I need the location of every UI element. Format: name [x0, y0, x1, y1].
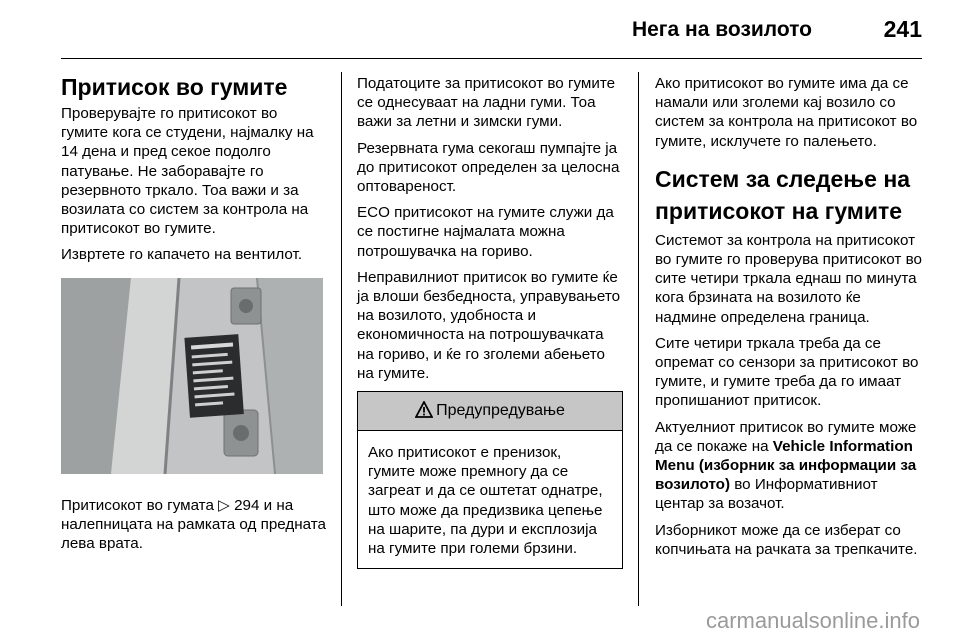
section-heading: Систем за следење на притисокот на гумите: [655, 165, 910, 224]
header-title: Нега на возилото: [631, 18, 812, 41]
paragraph-text: Актуелниот притисок во гумите може да се покаже на: [655, 418, 917, 455]
paragraph: Изборникот може да се изберат со копчињата на рачката за трепкачите.: [655, 521, 918, 558]
paragraph-text: Притисокот во гумата: [61, 496, 214, 514]
paragraph: [61, 496, 327, 554]
column-2: [357, 74, 623, 569]
paragraph: Неправилниот притисок во гумите ќе ја влоши безбедноста, управувањето на возилото, удобноста и економичноста на потрошувачката на гориво, и ќе го зголеми абењето на гумите.: [357, 268, 621, 382]
warning-text: Ако притисокот е пренизок, гумите може премногу да се загреат и да се оштетат однатре, што може да предизвика цепење на шарите, па дури и експлозија на гумите при големи брзини.: [368, 444, 603, 558]
paragraph: ECO притисокот на гумите служи да се постигне најмалата можна потрошувачка на гориво.: [357, 204, 614, 260]
paragraph: Сите четири тркала треба да се опремат со сензори за притисокот во гумите, и гумите треба да го имаат пропишаниот притисок.: [655, 334, 919, 410]
paragraph: Резервната гума секогаш пумпајте ја до притисокот определен за целосна оптовареност.: [357, 139, 620, 196]
section-heading: Притисок во гумите: [61, 74, 288, 100]
page-reference-icon: ▷: [218, 496, 230, 514]
page-header: [61, 0, 922, 59]
paragraph: Извртете го капачето на вентилот.: [61, 246, 303, 264]
column-divider: [341, 72, 342, 606]
paragraph: Системот за контрола на притисокот во гумите го проверува притисокот во сите четири тркала еднаш по минута кога брзината на возилото ќе надмине определена граница.: [655, 231, 922, 326]
paragraph-text: и на налепницата на рамката од предната лева врата.: [61, 496, 327, 553]
column-3: [655, 74, 925, 566]
column-divider: [638, 72, 639, 606]
valve-cap-photo: [61, 278, 323, 474]
paragraph: Проверувајте го притисокот во гумите кога се студени, најмалку на 14 дена и пред секое подолго патување. Не заборавајте го резервното тркало. Тоа важи и за возилата со систем за контрола на притисокот во гумите.: [61, 105, 314, 238]
warning-box: [357, 391, 623, 569]
warning-header: [358, 392, 622, 431]
page-number: 241: [883, 16, 922, 42]
paragraph: [655, 418, 925, 514]
paragraph: Податоците за притисокот во гумите се однесуваат на ладни гуми. Тоа важи за летни и зимски гуми.: [357, 75, 616, 131]
menu-name: Vehicle Information Menu (изборник за информации за возилото): [655, 437, 917, 494]
watermark: carmanualsonline.info: [705, 608, 920, 633]
paragraph: Ако притисокот во гумите има да се намали или зголеми кај возило со систем за контрола на притисокот во гумите, исклучете го палењето.: [655, 75, 918, 150]
page-reference-link[interactable]: 294: [234, 496, 260, 514]
warning-title: Предупредување: [436, 402, 565, 420]
paragraph-text: во Информативниот центар за возачот.: [655, 476, 878, 513]
door-frame-image: [61, 278, 323, 474]
column-1: [61, 74, 327, 560]
warning-triangle-icon: [415, 401, 433, 418]
